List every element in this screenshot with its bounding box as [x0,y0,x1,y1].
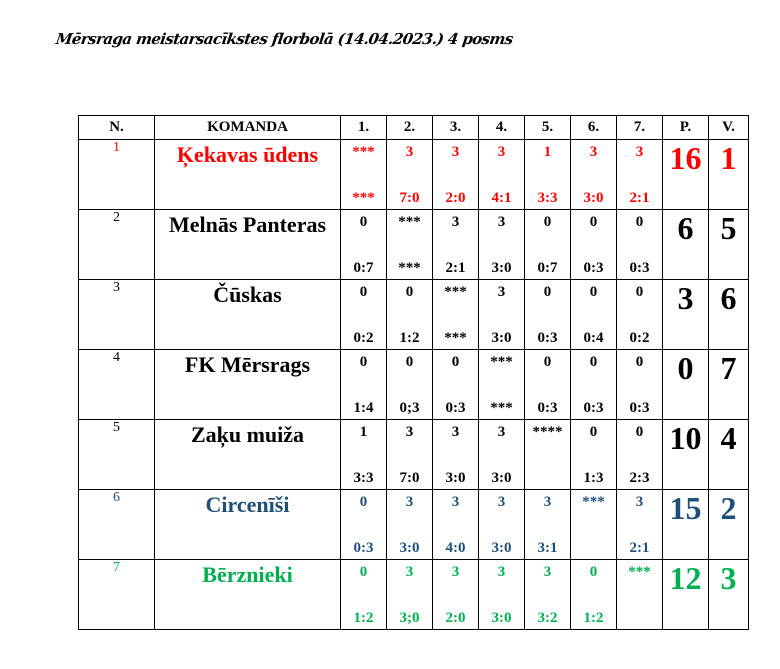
match-points: 0 [589,564,598,580]
table-row [79,490,749,560]
match-points: **** [532,424,563,440]
team-name: Bērznieki [155,560,341,630]
team-name: FK Mērsrags [155,350,341,420]
result-cell [387,490,433,560]
result-cell [433,420,479,490]
result-cell [525,420,571,490]
team-number: 3 [79,280,155,350]
match-score: 0:3 [629,260,650,276]
result-cell [525,140,571,210]
match-points: 0 [543,214,552,230]
match-points: 3 [451,144,460,160]
result-cell [525,280,571,350]
header-place: V. [709,116,749,140]
match-score: 1:2 [583,610,604,626]
result-cell [341,560,387,630]
header-game-6: 6. [571,116,617,140]
match-points: 3 [497,564,506,580]
team-name: Circenīši [155,490,341,560]
match-points: 3 [497,494,506,510]
result-cell [479,560,525,630]
result-cell [479,280,525,350]
header-row [79,116,749,140]
result-cell [571,210,617,280]
match-points: 0 [635,424,644,440]
result-cell [433,280,479,350]
match-points: 0 [589,354,598,370]
total-points: 16 [663,140,709,210]
match-points: 3 [451,214,460,230]
table-row [79,210,749,280]
match-score: 2:1 [445,260,466,276]
match-score: 2:1 [629,190,650,206]
result-cell [433,210,479,280]
result-cell [571,280,617,350]
final-place: 2 [709,490,749,560]
table-row [79,140,749,210]
team-number: 6 [79,490,155,560]
total-points: 3 [663,280,709,350]
match-score: *** [444,330,467,346]
result-cell [387,350,433,420]
final-place: 7 [709,350,749,420]
result-cell [341,490,387,560]
result-cell [571,490,617,560]
match-score: 3:3 [353,470,374,486]
match-points: 3 [635,144,644,160]
match-score: 7:0 [399,190,420,206]
match-score: 0;3 [399,400,420,416]
match-score: 3:0 [491,260,512,276]
result-cell [433,140,479,210]
match-score: 0:7 [353,260,374,276]
match-score: 1:3 [583,470,604,486]
result-cell [617,140,663,210]
standings-table [78,115,749,630]
match-points: 0 [589,424,598,440]
match-points: *** [352,144,375,160]
match-points: 0 [635,284,644,300]
result-cell [387,140,433,210]
match-score: *** [352,190,375,206]
match-score: 3:3 [537,190,558,206]
final-place: 4 [709,420,749,490]
header-game-3: 3. [433,116,479,140]
match-score: 0:3 [583,400,604,416]
match-points: 3 [405,424,414,440]
result-cell [387,420,433,490]
result-cell [433,490,479,560]
header-game-4: 4. [479,116,525,140]
result-cell [617,350,663,420]
table-row [79,280,749,350]
table-row [79,350,749,420]
match-points: 3 [405,564,414,580]
result-cell [617,280,663,350]
final-place: 6 [709,280,749,350]
match-score: 3:0 [491,540,512,556]
match-score: 0:3 [537,330,558,346]
match-score: 2:1 [629,540,650,556]
match-points: 3 [497,144,506,160]
result-cell [479,490,525,560]
match-score: 3:0 [583,190,604,206]
match-score: 2:3 [629,470,650,486]
total-points: 12 [663,560,709,630]
total-points: 6 [663,210,709,280]
match-points: 3 [497,214,506,230]
result-cell [617,490,663,560]
match-points: 3 [543,564,552,580]
match-score: 3:2 [537,610,558,626]
match-score: *** [398,260,421,276]
match-score: 3:0 [491,470,512,486]
result-cell [341,350,387,420]
match-points: *** [398,214,421,230]
match-points: 0 [359,214,368,230]
team-name: Zaķu muiža [155,420,341,490]
match-score: 0:3 [583,260,604,276]
match-score: 2:0 [445,190,466,206]
match-points: *** [582,494,605,510]
match-points: *** [444,284,467,300]
match-points: *** [628,564,651,580]
header-points: P. [663,116,709,140]
result-cell [341,140,387,210]
result-cell [571,350,617,420]
match-points: 0 [589,284,598,300]
header-game-7: 7. [617,116,663,140]
team-name: Čūskas [155,280,341,350]
result-cell [617,210,663,280]
team-name: Melnās Panteras [155,210,341,280]
match-points: 0 [359,354,368,370]
match-score: 1:2 [399,330,420,346]
result-cell [571,140,617,210]
header-number: N. [79,116,155,140]
match-score: 7:0 [399,470,420,486]
result-cell [617,420,663,490]
match-points: 3 [451,564,460,580]
match-points: 3 [543,494,552,510]
match-points: 0 [359,284,368,300]
result-cell [433,560,479,630]
match-points: 3 [405,494,414,510]
match-points: 0 [359,494,368,510]
header-game-2: 2. [387,116,433,140]
result-cell [525,560,571,630]
match-score: 3:0 [491,330,512,346]
team-number: 4 [79,350,155,420]
match-score: 3;0 [399,610,420,626]
match-score: 4:0 [445,540,466,556]
team-number: 1 [79,140,155,210]
match-points: 1 [543,144,552,160]
result-cell [479,350,525,420]
match-points: 3 [589,144,598,160]
match-points: 3 [635,494,644,510]
match-points: 0 [635,214,644,230]
result-cell [525,210,571,280]
result-cell [571,560,617,630]
result-cell [479,140,525,210]
team-name: Ķekavas ūdens [155,140,341,210]
result-cell [617,560,663,630]
page-title: Mērsraga meistarsacīkstes florbolā (14.04.2023.) 4 posms [54,30,514,48]
team-number: 5 [79,420,155,490]
result-cell [479,210,525,280]
result-cell [341,210,387,280]
result-cell [387,280,433,350]
result-cell [387,560,433,630]
table-row [79,560,749,630]
table-row [79,420,749,490]
match-points: 0 [405,284,414,300]
match-points: 0 [543,284,552,300]
match-score: 0:3 [445,400,466,416]
result-cell [341,280,387,350]
match-score: 1:2 [353,610,374,626]
match-score: 2:0 [445,610,466,626]
match-score: 0:3 [629,400,650,416]
total-points: 0 [663,350,709,420]
match-score: 0:3 [353,540,374,556]
result-cell [525,490,571,560]
match-score: *** [490,400,513,416]
header-game-5: 5. [525,116,571,140]
total-points: 10 [663,420,709,490]
result-cell [479,420,525,490]
final-place: 3 [709,560,749,630]
result-cell [341,420,387,490]
match-points: 3 [451,494,460,510]
match-points: 0 [405,354,414,370]
match-score: 4:1 [491,190,512,206]
total-points: 15 [663,490,709,560]
match-score: 3:1 [537,540,558,556]
match-points: 3 [405,144,414,160]
header-team: KOMANDA [155,116,341,140]
match-points: 1 [359,424,368,440]
result-cell [433,350,479,420]
final-place: 1 [709,140,749,210]
result-cell [525,350,571,420]
match-points: 0 [635,354,644,370]
final-place: 5 [709,210,749,280]
match-score: 3:0 [399,540,420,556]
match-points: 3 [497,284,506,300]
match-score: 0:2 [353,330,374,346]
match-score: 1:4 [353,400,374,416]
match-score: 0:4 [583,330,604,346]
team-number: 7 [79,560,155,630]
match-score: 3:0 [445,470,466,486]
match-points: 3 [497,424,506,440]
match-points: 0 [543,354,552,370]
match-points: 0 [359,564,368,580]
match-points: *** [490,354,513,370]
match-score: 0:2 [629,330,650,346]
match-score: 3:0 [491,610,512,626]
header-game-1: 1. [341,116,387,140]
match-score: 0:3 [537,400,558,416]
match-score: 0:7 [537,260,558,276]
team-number: 2 [79,210,155,280]
match-points: 0 [589,214,598,230]
result-cell [387,210,433,280]
match-points: 0 [451,354,460,370]
match-points: 3 [451,424,460,440]
result-cell [571,420,617,490]
